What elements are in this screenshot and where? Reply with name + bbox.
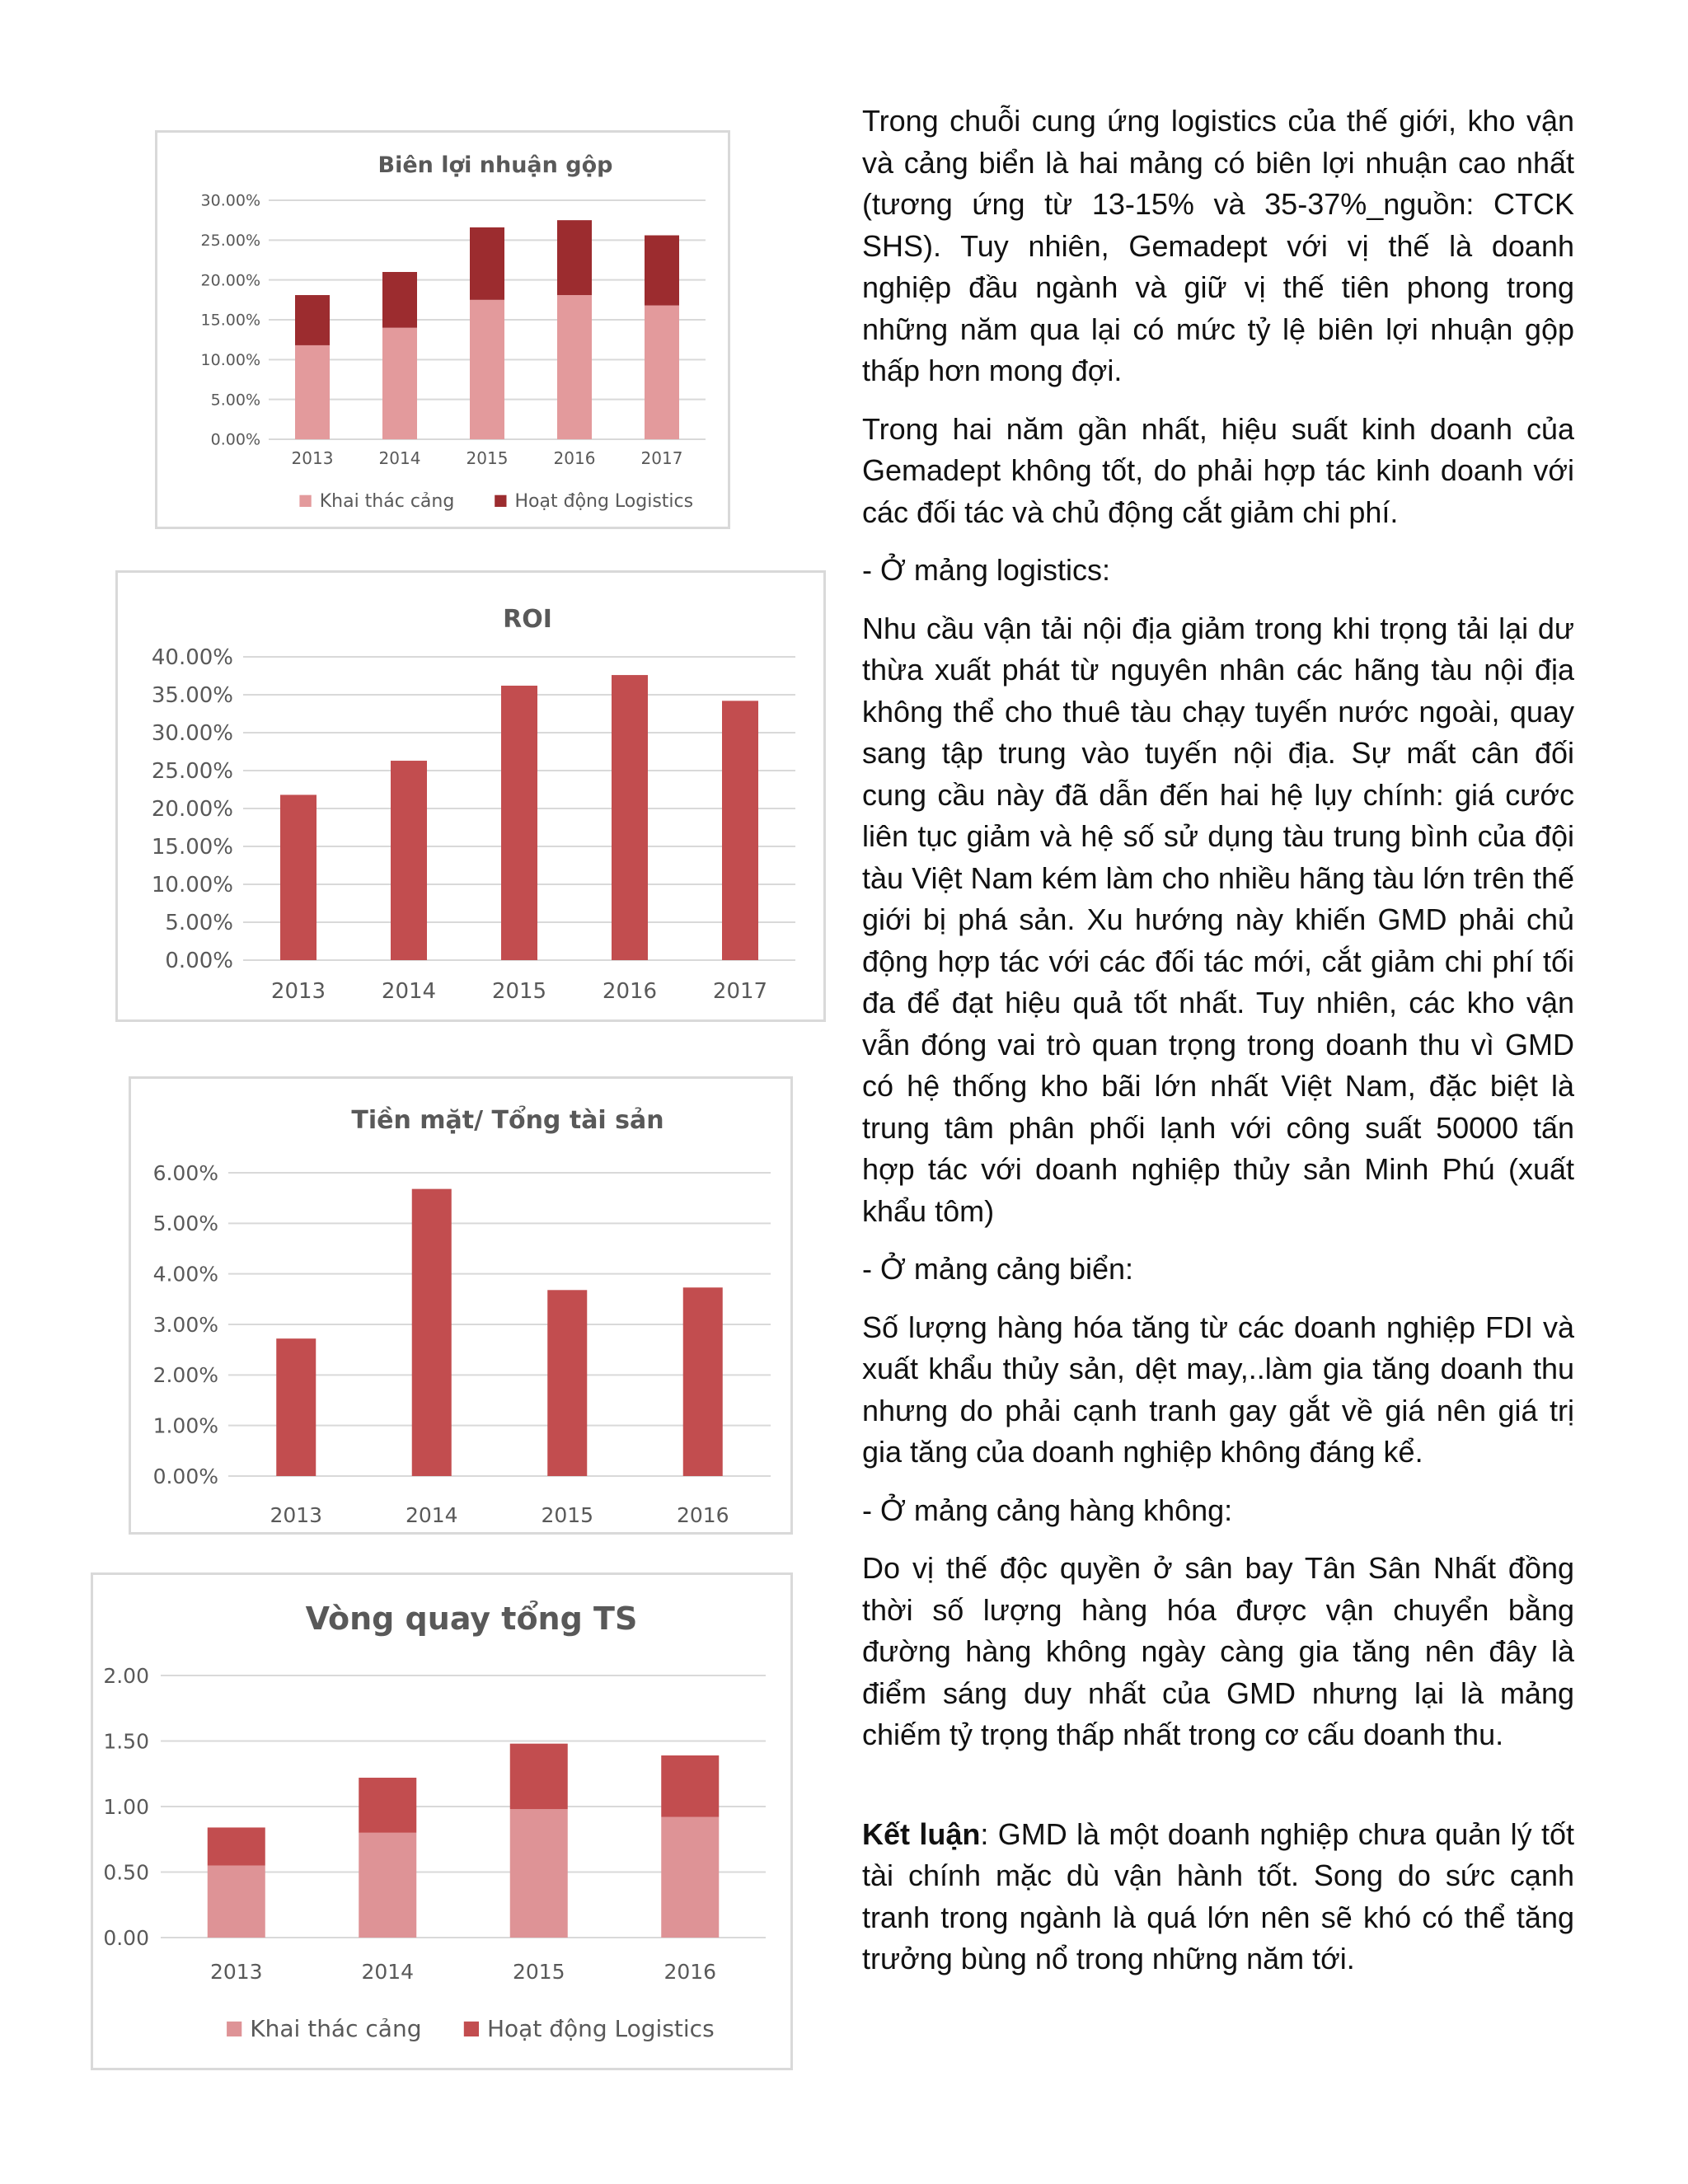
- y-tick-label: 40.00%: [151, 645, 233, 671]
- y-tick-label: 25.00%: [151, 759, 233, 785]
- bar-2014-khai-thác-cảng: [359, 1833, 416, 1938]
- x-tick-label: 2016: [602, 979, 658, 1004]
- paragraph-intro: Trong chuỗi cung ứng logistics của thế giới, kho vận và cảng biển là hai mảng có biên lợi nhuận cao nhất (tương ứng từ 13-15% và 35-37%_nguồn: CTCK SHS). Tuy nhiên, Gemadept với vị thế là doanh nghiệp đầu ngành và giữ vị thế tiên phong trong những năm qua lại có mức tỷ lệ biên lợi nhuận gộp thấp hơn mong đợi.: [862, 104, 1574, 387]
- y-tick-label: 30.00%: [151, 721, 233, 747]
- chart-title: Tiền mặt/ Tổng tài sản: [351, 1106, 664, 1135]
- y-tick-label: 0.00: [103, 1925, 149, 1950]
- bar-2015-tiền-mặt/-tổng-tài-sản: [547, 1290, 587, 1476]
- bar-2016-hoạt-động-logistics: [557, 220, 592, 295]
- x-tick-label: 2014: [361, 1960, 415, 1984]
- y-tick-label: 0.00%: [165, 949, 233, 974]
- cash-to-assets-chart: [129, 1076, 793, 1535]
- y-tick-label: 10.00%: [200, 350, 260, 369]
- conclusion-body: : GMD là một doanh nghiệp chưa quản lý tốt tài chính mặc dù vận hành tốt. Song do sức cạnh tranh trong ngành là quá lớn nên sẽ khó có thể tăng trưởng bùng nổ trong những năm tới.: [862, 1816, 1575, 1975]
- x-tick-label: 2016: [676, 1503, 729, 1527]
- legend-swatch: [495, 495, 506, 507]
- x-tick-label: 2013: [291, 448, 334, 468]
- legend-swatch: [299, 495, 311, 507]
- gross-margin-chart: [155, 130, 730, 529]
- y-tick-label: 0.50: [103, 1860, 149, 1885]
- bar-2015-hoạt-động-logistics: [470, 227, 504, 300]
- bar-2017-roi: [722, 701, 758, 960]
- x-tick-label: 2015: [512, 1960, 565, 1984]
- bar-2013-khai-thác-cảng: [208, 1866, 265, 1938]
- paragraph-logistics: Nhu cầu vận tải nội địa giảm trong khi trọng tải lại dư thừa xuất phát từ nguyên nhân các hãng tàu nội địa không thể cho thuê tàu chạy tuyến nước ngoài, quay sang tập trung vào tuyến nội địa. Sự mất cân đối cung cầu này đã dẫn đến hai hệ lụy chính: giá cước liên tục giảm và hệ số sử dụng tàu trung bình của đội tàu Việt Nam kém làm cho nhiều hãng tàu lớn trên thế giới bị phá sản. Xu hướng này khiến GMD phải chủ động hợp tác với các đối tác mới, cắt giảm chi phí tối đa để đạt hiệu quả tốt nhất. Tuy nhiên, các kho vận vẫn đóng vai trò quan trọng trong doanh thu vì GMD có hệ thống kho bãi lớn nhất Việt Nam, đặc biệt là trung tâm phân phối lạnh với công suất 50000 tấn hợp tác với doanh nghiệp thủy sản Minh Phú (xuất khẩu tôm): [862, 611, 1574, 1228]
- conclusion-label: Kết luận: [862, 1816, 981, 1851]
- bar-2015-khai-thác-cảng: [470, 300, 504, 439]
- roi-plot: [118, 573, 828, 1024]
- legend-label: Khai thác cảng: [319, 491, 455, 512]
- bar-2013-khai-thác-cảng: [295, 345, 330, 439]
- bar-2017-hoạt-động-logistics: [645, 236, 679, 306]
- x-tick-label: 2016: [553, 448, 596, 468]
- roi-chart: [115, 570, 826, 1022]
- x-tick-label: 2015: [466, 448, 509, 468]
- y-tick-label: 15.00%: [200, 311, 260, 330]
- y-tick-label: 20.00%: [151, 797, 233, 823]
- x-tick-label: 2013: [270, 979, 326, 1004]
- bar-2013-tiền-mặt/-tổng-tài-sản: [276, 1338, 316, 1476]
- gross-margin-plot: [157, 133, 733, 532]
- paragraph-recent-performance: Trong hai năm gần nhất, hiệu suất kinh doanh của Gemadept không tốt, do phải hợp tác kinh doanh với các đối tác và chủ động cắt giảm chi phí.: [862, 411, 1574, 529]
- chart-title: ROI: [503, 605, 552, 634]
- bar-2014-tiền-mặt/-tổng-tài-sản: [412, 1189, 452, 1476]
- legend-swatch: [227, 2022, 241, 2036]
- analysis-text: [862, 101, 1574, 1997]
- x-tick-label: 2016: [663, 1960, 717, 1984]
- y-tick-label: 3.00%: [152, 1312, 218, 1337]
- x-tick-label: 2017: [712, 979, 768, 1004]
- bar-2015-khai-thác-cảng: [510, 1809, 568, 1938]
- bar-2015-hoạt-động-logistics: [510, 1744, 568, 1810]
- y-tick-label: 6.00%: [152, 1160, 218, 1185]
- bar-2014-hoạt-động-logistics: [382, 272, 417, 328]
- bar-2013-hoạt-động-logistics: [208, 1827, 265, 1865]
- chart-title: Biên lợi nhuận gộp: [377, 152, 613, 178]
- bar-2014-roi: [391, 761, 427, 960]
- bar-2014-hoạt-động-logistics: [359, 1778, 416, 1833]
- bar-2015-roi: [501, 686, 537, 960]
- bar-2017-khai-thác-cảng: [645, 306, 679, 439]
- x-tick-label: 2013: [209, 1960, 263, 1984]
- asset-turnover-plot: [93, 1575, 795, 2073]
- legend-label: Khai thác cảng: [250, 2015, 422, 2042]
- y-tick-label: 5.00%: [210, 391, 260, 410]
- x-tick-label: 2014: [405, 1503, 458, 1527]
- paragraph-airport: Do vị thế độc quyền ở sân bay Tân Sân Nhất đồng thời số lượng hàng hóa được vận chuyển bằng đường hàng không ngày càng gia tăng nên đây là điểm sáng duy nhất của GMD nhưng lại là mảng chiếm tỷ trọng thấp nhất trong cơ cấu doanh thu.: [862, 1551, 1574, 1751]
- y-tick-label: 1.00: [103, 1794, 149, 1819]
- y-tick-label: 25.00%: [200, 231, 260, 250]
- y-tick-label: 5.00%: [165, 911, 233, 936]
- y-tick-label: 30.00%: [200, 191, 260, 210]
- legend-label: Hoạt động Logistics: [487, 2015, 715, 2042]
- asset-turnover-chart: [91, 1572, 793, 2070]
- chart-title: Vòng quay tổng TS: [305, 1601, 638, 1637]
- y-tick-label: 20.00%: [200, 271, 260, 290]
- bar-2016-hoạt-động-logistics: [661, 1755, 719, 1817]
- heading-airport: - Ở mảng cảng hàng không:: [862, 1493, 1233, 1527]
- y-tick-label: 35.00%: [151, 683, 233, 709]
- y-tick-label: 4.00%: [152, 1262, 218, 1286]
- x-tick-label: 2013: [270, 1503, 323, 1527]
- x-tick-label: 2015: [541, 1503, 594, 1527]
- bar-2013-roi: [280, 794, 316, 960]
- bar-2016-tiền-mặt/-tổng-tài-sản: [683, 1287, 723, 1476]
- bar-2013-hoạt-động-logistics: [295, 295, 330, 345]
- x-tick-label: 2014: [378, 448, 421, 468]
- y-tick-label: 2.00: [103, 1663, 149, 1688]
- y-tick-label: 0.00%: [210, 430, 260, 449]
- bar-2016-khai-thác-cảng: [557, 295, 592, 439]
- heading-logistics: - Ở mảng logistics:: [862, 553, 1110, 587]
- bar-2016-khai-thác-cảng: [661, 1817, 719, 1938]
- y-tick-label: 1.00%: [152, 1413, 218, 1438]
- y-tick-label: 5.00%: [152, 1212, 218, 1236]
- y-tick-label: 15.00%: [151, 835, 233, 860]
- x-tick-label: 2014: [381, 979, 437, 1004]
- y-tick-label: 2.00%: [152, 1363, 218, 1388]
- legend-label: Hoạt động Logistics: [514, 491, 694, 512]
- paragraph-seaport: Số lượng hàng hóa tăng từ các doanh nghiệp FDI và xuất khẩu thủy sản, dệt may,..làm gia tăng doanh thu nhưng do phải cạnh tranh gay gắt về giá nên giá trị gia tăng của doanh nghiệp không đáng kể.: [862, 1310, 1574, 1469]
- heading-seaport: - Ở mảng cảng biển:: [862, 1252, 1134, 1286]
- y-tick-label: 10.00%: [151, 873, 233, 898]
- bar-2016-roi: [612, 675, 648, 960]
- x-tick-label: 2015: [491, 979, 547, 1004]
- cash-to-assets-plot: [131, 1079, 795, 1537]
- bar-2014-khai-thác-cảng: [382, 328, 417, 439]
- y-tick-label: 0.00%: [152, 1464, 218, 1488]
- legend-swatch: [464, 2022, 479, 2036]
- x-tick-label: 2017: [640, 448, 683, 468]
- paragraph-conclusion: [862, 1814, 1574, 1980]
- y-tick-label: 1.50: [103, 1729, 149, 1754]
